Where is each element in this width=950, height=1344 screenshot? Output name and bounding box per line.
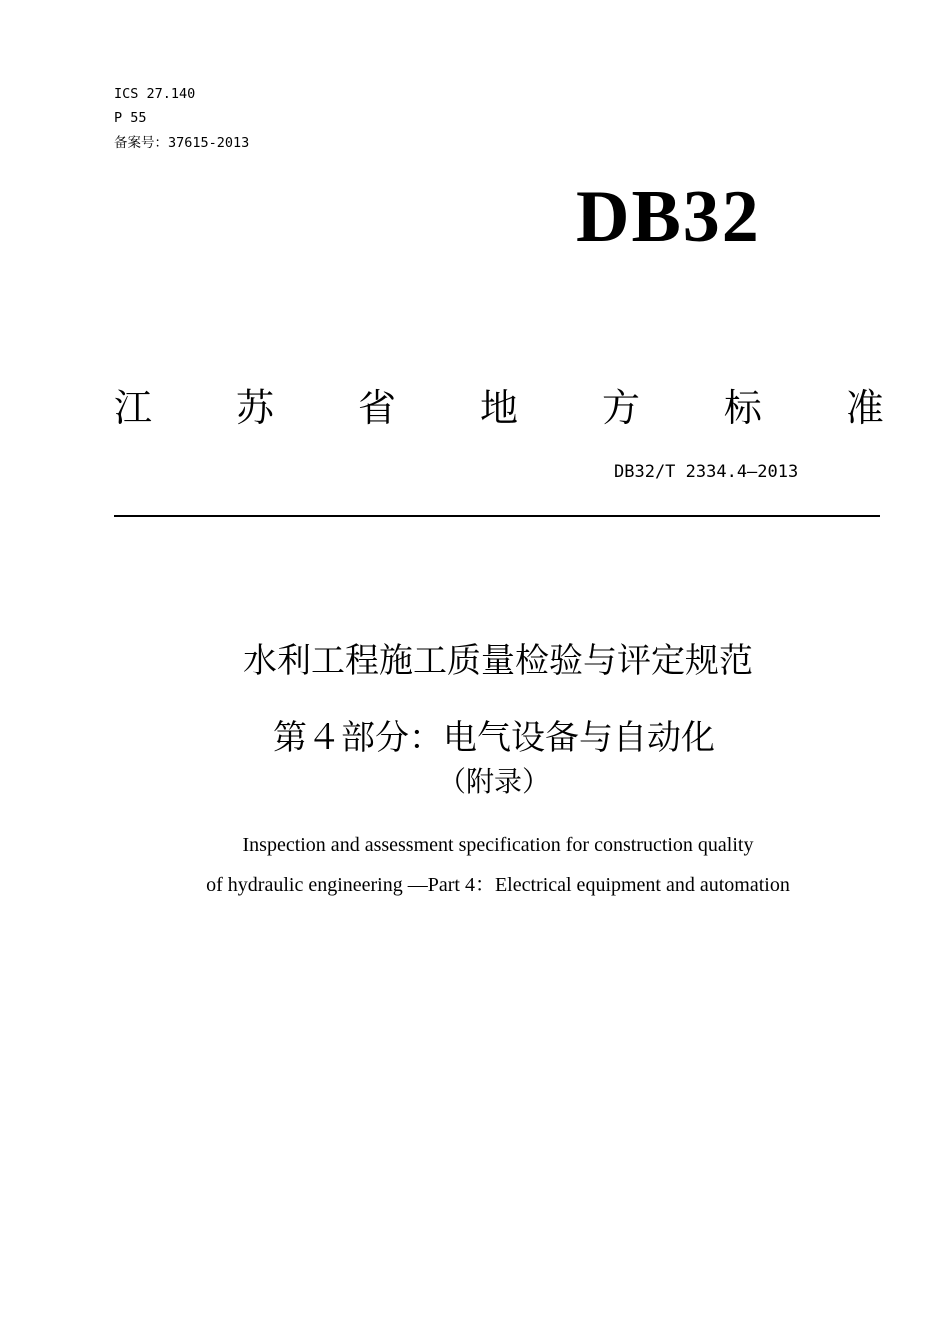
title-en-line2: of hydraulic engineering —Part 4：Electrical equipment and automation [206,874,790,896]
title-part-cn: 第４部分：电气设备与自动化 [273,718,715,758]
divider-rule [114,515,880,517]
standard-type-char: 苏 [235,386,274,430]
standard-type-char: 江 [114,386,153,430]
title-en-line1: Inspection and assessment specification for construction quality [242,834,754,856]
filing-number: 备案号：37615-2013 [114,135,250,151]
title-main-cn: 水利工程施工质量检验与评定规范 [243,641,753,681]
standard-type-char: 准 [845,386,884,430]
standard-type-char: 标 [723,386,762,430]
title-appendix-cn: （附录） [437,765,550,798]
standard-logo: DB32 [576,176,761,258]
standard-type-heading [114,380,884,436]
ccs-code: P 55 [114,110,147,126]
ics-code: ICS 27.140 [114,86,196,102]
standard-type-char: 地 [479,386,518,430]
standard-type-char: 省 [357,386,396,430]
standard-number: DB32/T 2334.4—2013 [614,462,799,482]
standard-type-char: 方 [601,386,640,430]
